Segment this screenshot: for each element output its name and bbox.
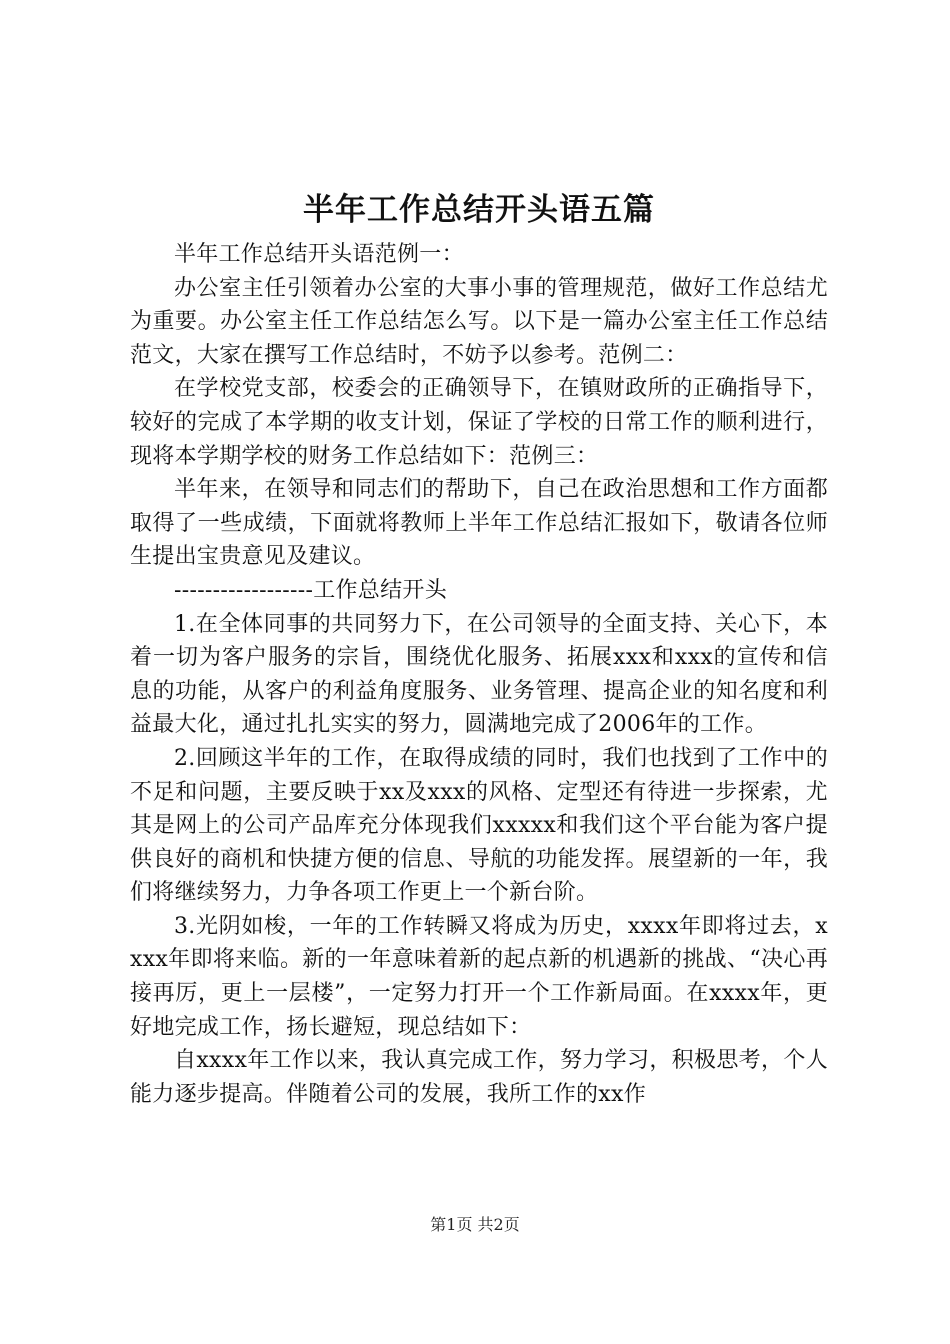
paragraph: 1.在全体同事的共同努力下，在公司领导的全面支持、关心下，本着一切为客户服务的宗旨，围绕优化服务、拓展xxx和xxx的宣传和信息的功能，从客户的利益角度服务、业务管理、提高企业的知名度和利益最大化，通过扎扎实实的努力，圆满地完成了2006年的工作。 — [130, 611, 828, 738]
paragraph: 2.回顾这半年的工作，在取得成绩的同时，我们也找到了工作中的不足和问题，主要反映于xx及xxx的风格、定型还有待进一步探索，尤其是网上的公司产品库充分体现我们xxxxx和我们这个平台能为客户提供良好的商机和快捷方便的信息、导航的功能发挥。展望新的一年，我们将继续努力，力争各项工作更上一个新台阶。 — [130, 745, 828, 906]
paragraph: 办公室主任引领着办公室的大事小事的管理规范，做好工作总结尤为重要。办公室主任工作总结怎么写。以下是一篇办公室主任工作总结范文，大家在撰写工作总结时，不妨予以参考。范例二： — [130, 275, 828, 368]
paragraph: 在学校党支部，校委会的正确领导下，在镇财政所的正确指导下，较好的完成了本学期的收支计划，保证了学校的日常工作的顺利进行，现将本学期学校的财务工作总结如下：范例三： — [130, 376, 828, 469]
paragraph: 半年来，在领导和同志们的帮助下，自己在政治思想和工作方面都取得了一些成绩，下面就将教师上半年工作总结汇报如下，敬请各位师生提出宝贵意见及建议。 — [130, 477, 828, 570]
paragraph: 3.光阴如梭，一年的工作转瞬又将成为历史，xxxx年即将过去，xxxx年即将来临。新的一年意味着新的起点新的机遇新的挑战、“决心再接再厉，更上一层楼”，一定努力打开一个工作新局面。在xxxx年，更好地完成工作，扬长避短，现总结如下： — [130, 913, 828, 1040]
section-divider: ------------------工作总结开头 — [174, 577, 448, 603]
document-body — [130, 182, 828, 1111]
paragraph: 半年工作总结开头语范例一： — [174, 242, 464, 267]
document-title: 半年工作总结开头语五篇 — [303, 192, 655, 228]
paragraph: 自xxxx年工作以来，我认真完成工作，努力学习，积极思考，个人能力逐步提高。伴随着公司的发展，我所工作的xx作 — [130, 1048, 828, 1107]
page-footer: 第1页 共2页 — [430, 1215, 520, 1234]
